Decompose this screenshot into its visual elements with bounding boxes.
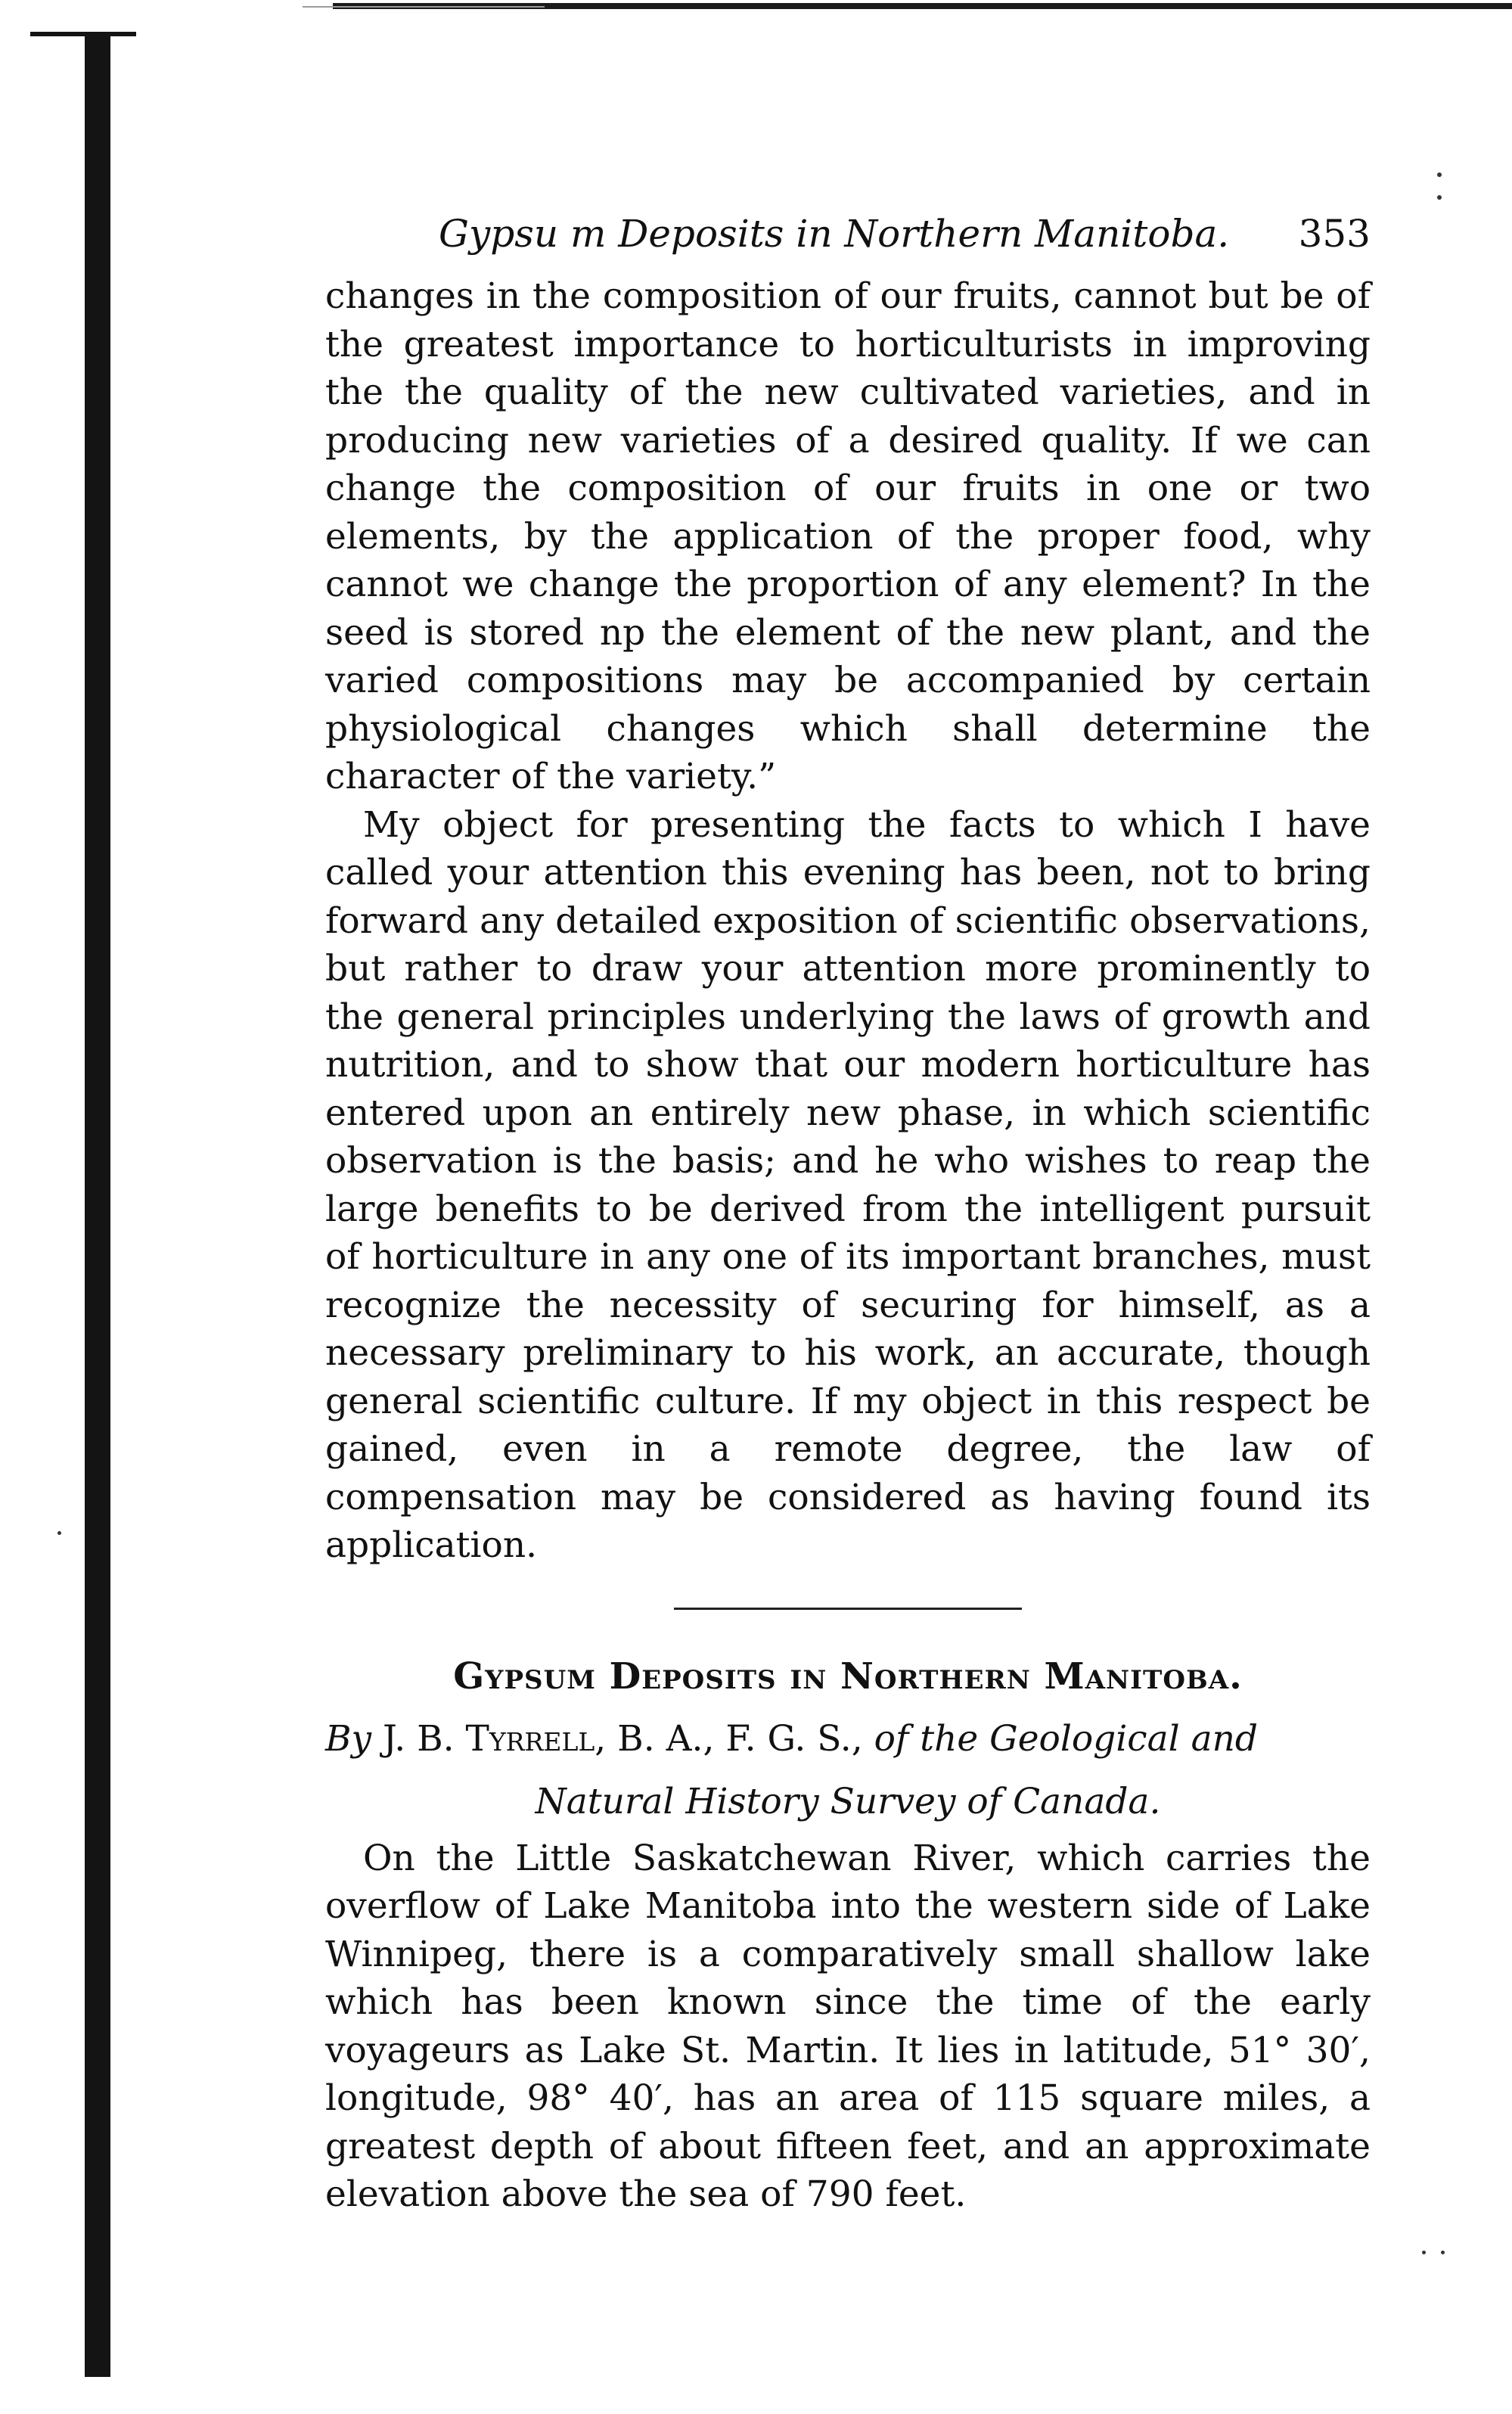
scan-speck: [1441, 2251, 1445, 2254]
scan-speck: [1437, 172, 1442, 177]
author-name: J. B. Tyrrell, B. A., F. G. S.,: [383, 1717, 863, 1760]
page-content: [325, 212, 1371, 2219]
article-title: Gypsum Deposits in Northern Manitoba.: [453, 1654, 1243, 1698]
affiliation-line1: of the Geological and: [874, 1717, 1258, 1760]
scan-speck: [1422, 2251, 1426, 2254]
running-head: [325, 212, 1371, 272]
paragraph: changes in the composition of our fruits, cannot but be of the greatest importance to horticulturists in improving the the quality of the new cultivated varieties, and in producing new varieties of a desired quality. If we can change the composition of our fruits in one or two elements, by the application of the proper food, why cannot we change the proportion of any element? In the seed is stored np the element of the new plant, and the varied compositions may be accompanied by certain physiological changes which shall determine the character of the variety.”: [325, 275, 1371, 797]
scan-speck: [1437, 195, 1442, 200]
page-number: 353: [1298, 212, 1371, 256]
top-edge-faint-rule: [303, 6, 545, 8]
section-divider: [674, 1608, 1022, 1610]
running-title: Gypsu m Deposits in Northern Manitoba.: [439, 212, 1230, 256]
byline-prefix: By: [325, 1717, 372, 1760]
article-body: [325, 1835, 1371, 2219]
binding-edge-bar: [85, 32, 110, 2377]
binding-edge-cap: [30, 32, 136, 36]
scan-speck: [57, 1531, 61, 1535]
affiliation-line2: Natural History Survey of Canada.: [535, 1780, 1161, 1822]
body-text: [325, 272, 1371, 1570]
paragraph: On the Little Saskatchewan River, which carries the overflow of Lake Manitoba into the western side of Lake Winnipeg, there is a comparatively small shallow lake which has been known since the time of the early voyageurs as Lake St. Martin. It lies in latitude, 51° 30′, longitude, 98° 40′, has an area of 115 square miles, a greatest depth of about fifteen feet, and an approximate elevation above the sea of 790 feet.: [325, 1837, 1371, 2215]
paragraph: My object for presenting the facts to which I have called your attention this evening has been, not to bring forward any detailed exposition of scientific observations, but rather to draw your attention more prominently to the general principles underlying the laws of growth and nutrition, and to show that our modern horticulture has entered upon an entirely new phase, in which scientific observation is the basis; and he who wishes to reap the large benefits to be derived from the intelligent pursuit of horticulture in any one of its important branches, must recognize the necessity of securing for himself, as a necessary preliminary to his work, an accurate, though general scientific culture. If my object in this respect be gained, even in a remote degree, the law of compensation may be considered as having found its application.: [325, 803, 1371, 1566]
byline: [325, 1713, 1371, 1766]
